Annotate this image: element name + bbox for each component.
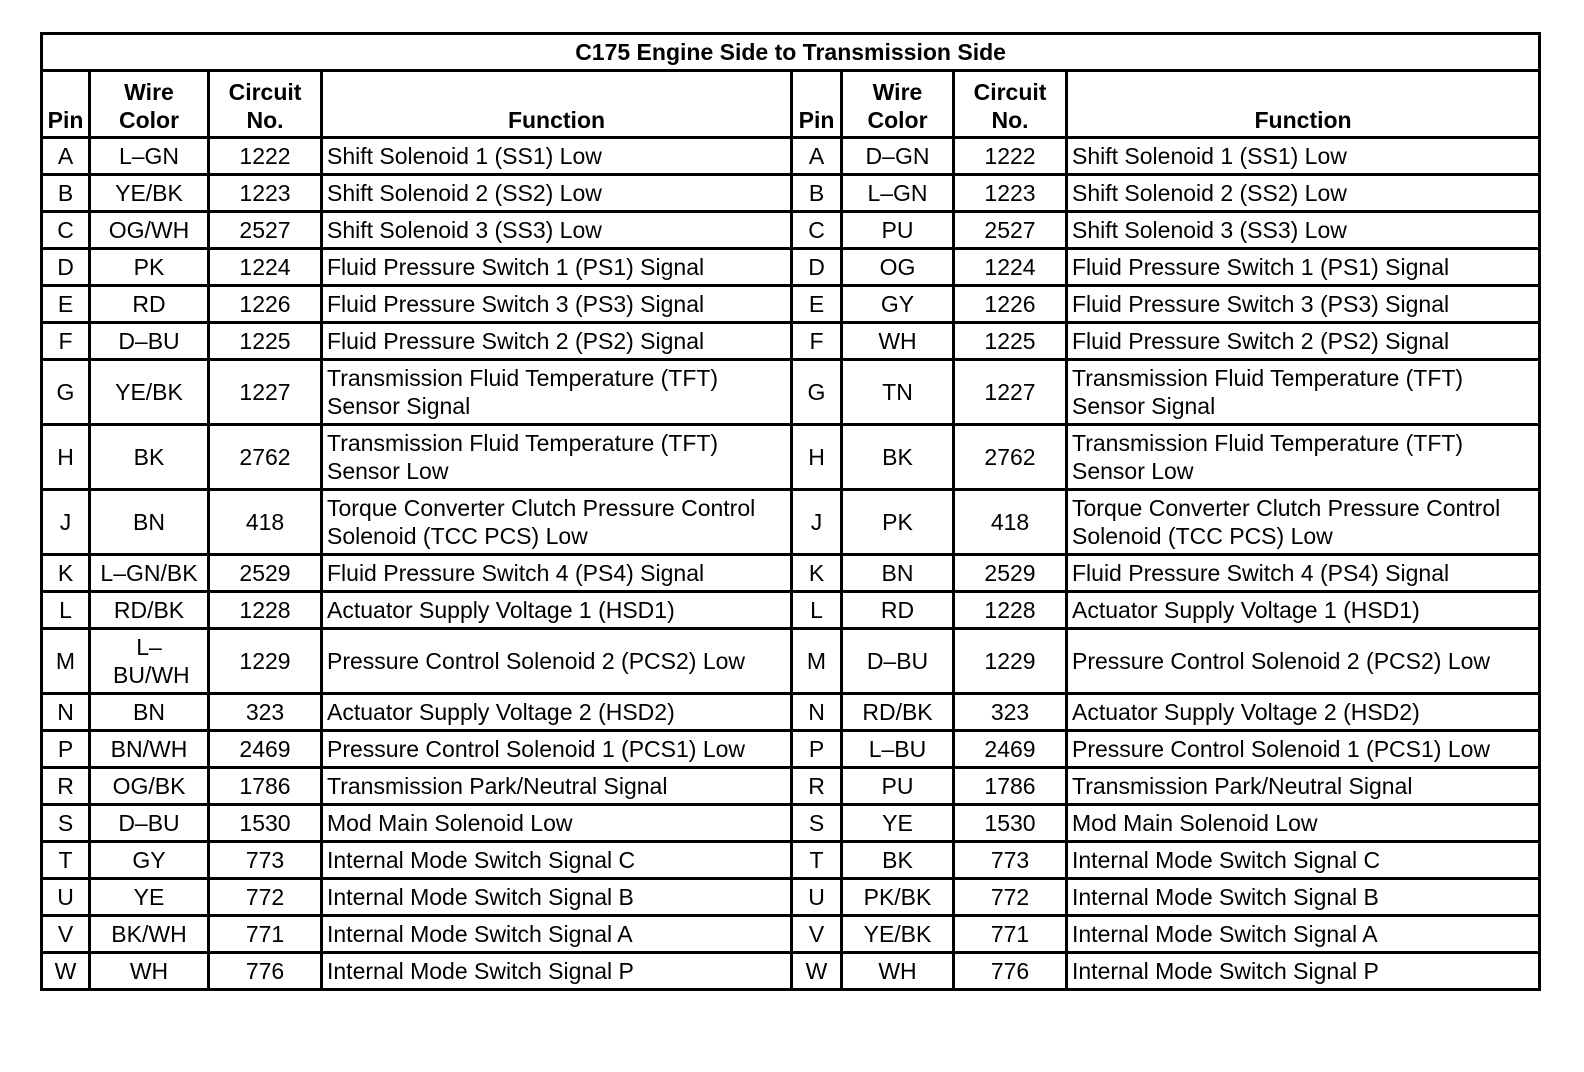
engine-wire-color-cell: BN xyxy=(90,490,209,555)
table-row xyxy=(42,694,1540,731)
transmission-circuit-cell: 1222 xyxy=(954,138,1067,175)
transmission-wire-color-cell: RD xyxy=(842,592,954,629)
table-row xyxy=(42,138,1540,175)
transmission-wire-color-cell: TN xyxy=(842,360,954,425)
transmission-circuit-cell: 771 xyxy=(954,916,1067,953)
engine-pin-cell: G xyxy=(42,360,90,425)
transmission-pin-cell: P xyxy=(792,731,842,768)
engine-pin-cell: K xyxy=(42,555,90,592)
table-row xyxy=(42,249,1540,286)
transmission-pin-cell: G xyxy=(792,360,842,425)
transmission-circuit-cell: 1229 xyxy=(954,629,1067,694)
engine-wire-color-cell: BK xyxy=(90,425,209,490)
engine-function-cell: Shift Solenoid 3 (SS3) Low xyxy=(322,212,792,249)
engine-circuit-cell: 1224 xyxy=(209,249,322,286)
header-circuit-transmission xyxy=(954,71,1067,138)
transmission-wire-color-cell: BN xyxy=(842,555,954,592)
engine-circuit-cell: 1223 xyxy=(209,175,322,212)
transmission-wire-color-cell: BK xyxy=(842,425,954,490)
engine-function-cell: Actuator Supply Voltage 1 (HSD1) xyxy=(322,592,792,629)
engine-function-cell: Fluid Pressure Switch 4 (PS4) Signal xyxy=(322,555,792,592)
transmission-pin-cell: N xyxy=(792,694,842,731)
table-row xyxy=(42,916,1540,953)
table-row xyxy=(42,490,1540,555)
header-circuit-line2: No. xyxy=(991,107,1029,133)
transmission-wire-color-cell: OG xyxy=(842,249,954,286)
engine-function-cell: Actuator Supply Voltage 2 (HSD2) xyxy=(322,694,792,731)
transmission-function-cell: Transmission Fluid Temperature (TFT) Sensor Signal xyxy=(1067,360,1540,425)
engine-wire-color-cell: D–BU xyxy=(90,805,209,842)
engine-function-cell: Internal Mode Switch Signal B xyxy=(322,879,792,916)
engine-pin-cell: W xyxy=(42,953,90,990)
transmission-wire-color-cell: PU xyxy=(842,212,954,249)
transmission-wire-color-cell: D–GN xyxy=(842,138,954,175)
transmission-circuit-cell: 1223 xyxy=(954,175,1067,212)
engine-wire-color-cell: L–GN xyxy=(90,138,209,175)
transmission-pin-cell: A xyxy=(792,138,842,175)
engine-function-cell: Transmission Park/Neutral Signal xyxy=(322,768,792,805)
engine-function-cell: Shift Solenoid 1 (SS1) Low xyxy=(322,138,792,175)
header-wire-color-line2: Color xyxy=(118,107,180,133)
engine-wire-color-cell: OG/BK xyxy=(90,768,209,805)
transmission-function-cell: Torque Converter Clutch Pressure Control Solenoid (TCC PCS) Low xyxy=(1067,490,1540,555)
transmission-wire-color-cell: YE/BK xyxy=(842,916,954,953)
transmission-function-cell: Internal Mode Switch Signal B xyxy=(1067,879,1540,916)
engine-pin-cell: D xyxy=(42,249,90,286)
engine-pin-cell: C xyxy=(42,212,90,249)
engine-pin-cell: A xyxy=(42,138,90,175)
transmission-function-cell: Shift Solenoid 1 (SS1) Low xyxy=(1067,138,1540,175)
transmission-pin-cell: K xyxy=(792,555,842,592)
engine-circuit-cell: 1222 xyxy=(209,138,322,175)
transmission-wire-color-cell: YE xyxy=(842,805,954,842)
engine-pin-cell: L xyxy=(42,592,90,629)
engine-pin-cell: R xyxy=(42,768,90,805)
engine-circuit-cell: 1786 xyxy=(209,768,322,805)
transmission-circuit-cell: 776 xyxy=(954,953,1067,990)
transmission-pin-cell: R xyxy=(792,768,842,805)
engine-circuit-cell: 1229 xyxy=(209,629,322,694)
transmission-wire-color-cell: BK xyxy=(842,842,954,879)
table-title-row xyxy=(42,34,1540,71)
table-row xyxy=(42,731,1540,768)
transmission-function-cell: Fluid Pressure Switch 1 (PS1) Signal xyxy=(1067,249,1540,286)
header-wire-color-line1: Wire xyxy=(124,79,174,105)
transmission-wire-color-cell: D–BU xyxy=(842,629,954,694)
transmission-pin-cell: D xyxy=(792,249,842,286)
header-wire-color-line2: Color xyxy=(867,107,928,133)
transmission-pin-cell: J xyxy=(792,490,842,555)
transmission-function-cell: Internal Mode Switch Signal C xyxy=(1067,842,1540,879)
table-row xyxy=(42,768,1540,805)
header-circuit-line1: Circuit xyxy=(973,79,1047,105)
header-wire-color-transmission xyxy=(842,71,954,138)
transmission-circuit-cell: 1228 xyxy=(954,592,1067,629)
engine-circuit-cell: 773 xyxy=(209,842,322,879)
table-row xyxy=(42,425,1540,490)
table-row xyxy=(42,842,1540,879)
transmission-circuit-cell: 1227 xyxy=(954,360,1067,425)
transmission-wire-color-cell: L–BU xyxy=(842,731,954,768)
engine-wire-color-cell: BN/WH xyxy=(90,731,209,768)
engine-pin-cell: B xyxy=(42,175,90,212)
engine-wire-color-cell: YE/BK xyxy=(90,175,209,212)
engine-wire-color-cell: L–BU/WH xyxy=(90,629,209,694)
engine-circuit-cell: 1228 xyxy=(209,592,322,629)
engine-function-cell: Transmission Fluid Temperature (TFT) Sensor Signal xyxy=(322,360,792,425)
engine-function-cell: Pressure Control Solenoid 2 (PCS2) Low xyxy=(322,629,792,694)
header-wire-color-line1: Wire xyxy=(872,79,923,105)
transmission-wire-color-cell: L–GN xyxy=(842,175,954,212)
engine-wire-color-cell: YE/BK xyxy=(90,360,209,425)
transmission-pin-cell: M xyxy=(792,629,842,694)
transmission-wire-color-cell: PK xyxy=(842,490,954,555)
transmission-pin-cell: F xyxy=(792,323,842,360)
header-pin-transmission: Pin xyxy=(792,71,842,138)
engine-function-cell: Shift Solenoid 2 (SS2) Low xyxy=(322,175,792,212)
transmission-function-cell: Pressure Control Solenoid 1 (PCS1) Low xyxy=(1067,731,1540,768)
transmission-function-cell: Actuator Supply Voltage 1 (HSD1) xyxy=(1067,592,1540,629)
transmission-function-cell: Fluid Pressure Switch 4 (PS4) Signal xyxy=(1067,555,1540,592)
transmission-wire-color-cell: PK/BK xyxy=(842,879,954,916)
engine-function-cell: Internal Mode Switch Signal A xyxy=(322,916,792,953)
table-row xyxy=(42,212,1540,249)
engine-function-cell: Fluid Pressure Switch 3 (PS3) Signal xyxy=(322,286,792,323)
transmission-function-cell: Fluid Pressure Switch 2 (PS2) Signal xyxy=(1067,323,1540,360)
table-row xyxy=(42,360,1540,425)
engine-function-cell: Pressure Control Solenoid 1 (PCS1) Low xyxy=(322,731,792,768)
transmission-circuit-cell: 1225 xyxy=(954,323,1067,360)
connector-pinout-table xyxy=(40,32,1541,991)
engine-wire-color-cell: YE xyxy=(90,879,209,916)
engine-wire-color-cell: L–GN/BK xyxy=(90,555,209,592)
transmission-circuit-cell: 323 xyxy=(954,694,1067,731)
transmission-function-cell: Shift Solenoid 3 (SS3) Low xyxy=(1067,212,1540,249)
transmission-pin-cell: B xyxy=(792,175,842,212)
engine-circuit-cell: 771 xyxy=(209,916,322,953)
engine-wire-color-cell: GY xyxy=(90,842,209,879)
engine-function-cell: Transmission Fluid Temperature (TFT) Sensor Low xyxy=(322,425,792,490)
engine-pin-cell: N xyxy=(42,694,90,731)
engine-circuit-cell: 1226 xyxy=(209,286,322,323)
table-row xyxy=(42,592,1540,629)
transmission-circuit-cell: 1786 xyxy=(954,768,1067,805)
transmission-function-cell: Fluid Pressure Switch 3 (PS3) Signal xyxy=(1067,286,1540,323)
transmission-circuit-cell: 773 xyxy=(954,842,1067,879)
transmission-wire-color-cell: WH xyxy=(842,953,954,990)
engine-pin-cell: H xyxy=(42,425,90,490)
transmission-function-cell: Mod Main Solenoid Low xyxy=(1067,805,1540,842)
table-row xyxy=(42,555,1540,592)
engine-pin-cell: U xyxy=(42,879,90,916)
header-circuit-line2: No. xyxy=(246,107,284,133)
header-circuit-engine xyxy=(209,71,322,138)
engine-wire-color-cell: D–BU xyxy=(90,323,209,360)
engine-pin-cell: J xyxy=(42,490,90,555)
engine-circuit-cell: 1227 xyxy=(209,360,322,425)
transmission-pin-cell: T xyxy=(792,842,842,879)
header-function-transmission: Function xyxy=(1067,71,1540,138)
engine-wire-color-cell: OG/WH xyxy=(90,212,209,249)
engine-wire-color-cell: RD xyxy=(90,286,209,323)
engine-function-cell: Torque Converter Clutch Pressure Control Solenoid (TCC PCS) Low xyxy=(322,490,792,555)
engine-function-cell: Mod Main Solenoid Low xyxy=(322,805,792,842)
header-pin-engine: Pin xyxy=(42,71,90,138)
transmission-function-cell: Transmission Park/Neutral Signal xyxy=(1067,768,1540,805)
engine-wire-color-cell: PK xyxy=(90,249,209,286)
table-row xyxy=(42,175,1540,212)
transmission-wire-color-cell: PU xyxy=(842,768,954,805)
transmission-circuit-cell: 772 xyxy=(954,879,1067,916)
transmission-wire-color-cell: WH xyxy=(842,323,954,360)
engine-pin-cell: P xyxy=(42,731,90,768)
engine-function-cell: Fluid Pressure Switch 2 (PS2) Signal xyxy=(322,323,792,360)
transmission-circuit-cell: 1530 xyxy=(954,805,1067,842)
table-row xyxy=(42,953,1540,990)
table-title: C175 Engine Side to Transmission Side xyxy=(42,34,1540,71)
engine-circuit-cell: 1225 xyxy=(209,323,322,360)
transmission-pin-cell: H xyxy=(792,425,842,490)
transmission-circuit-cell: 2762 xyxy=(954,425,1067,490)
transmission-wire-color-cell: GY xyxy=(842,286,954,323)
table-row xyxy=(42,286,1540,323)
header-wire-color-engine xyxy=(90,71,209,138)
engine-circuit-cell: 323 xyxy=(209,694,322,731)
header-circuit-line1: Circuit xyxy=(228,79,302,105)
engine-circuit-cell: 2527 xyxy=(209,212,322,249)
transmission-circuit-cell: 418 xyxy=(954,490,1067,555)
engine-circuit-cell: 2762 xyxy=(209,425,322,490)
engine-pin-cell: T xyxy=(42,842,90,879)
engine-circuit-cell: 1530 xyxy=(209,805,322,842)
transmission-circuit-cell: 2529 xyxy=(954,555,1067,592)
transmission-pin-cell: S xyxy=(792,805,842,842)
table-body xyxy=(42,138,1540,990)
engine-pin-cell: F xyxy=(42,323,90,360)
engine-wire-color-cell: RD/BK xyxy=(90,592,209,629)
table-row xyxy=(42,879,1540,916)
engine-wire-color-cell: BN xyxy=(90,694,209,731)
engine-circuit-cell: 2469 xyxy=(209,731,322,768)
engine-circuit-cell: 418 xyxy=(209,490,322,555)
transmission-pin-cell: V xyxy=(792,916,842,953)
transmission-function-cell: Shift Solenoid 2 (SS2) Low xyxy=(1067,175,1540,212)
transmission-pin-cell: C xyxy=(792,212,842,249)
engine-function-cell: Internal Mode Switch Signal P xyxy=(322,953,792,990)
transmission-function-cell: Actuator Supply Voltage 2 (HSD2) xyxy=(1067,694,1540,731)
transmission-circuit-cell: 1226 xyxy=(954,286,1067,323)
table-header-row xyxy=(42,71,1540,138)
engine-wire-color-cell: WH xyxy=(90,953,209,990)
header-function-engine: Function xyxy=(322,71,792,138)
engine-circuit-cell: 2529 xyxy=(209,555,322,592)
engine-circuit-cell: 776 xyxy=(209,953,322,990)
transmission-function-cell: Transmission Fluid Temperature (TFT) Sensor Low xyxy=(1067,425,1540,490)
transmission-pin-cell: W xyxy=(792,953,842,990)
engine-circuit-cell: 772 xyxy=(209,879,322,916)
engine-function-cell: Internal Mode Switch Signal C xyxy=(322,842,792,879)
transmission-circuit-cell: 2469 xyxy=(954,731,1067,768)
transmission-function-cell: Internal Mode Switch Signal P xyxy=(1067,953,1540,990)
engine-pin-cell: M xyxy=(42,629,90,694)
table-row xyxy=(42,629,1540,694)
transmission-function-cell: Internal Mode Switch Signal A xyxy=(1067,916,1540,953)
transmission-pin-cell: E xyxy=(792,286,842,323)
engine-function-cell: Fluid Pressure Switch 1 (PS1) Signal xyxy=(322,249,792,286)
table-row xyxy=(42,323,1540,360)
transmission-circuit-cell: 2527 xyxy=(954,212,1067,249)
transmission-circuit-cell: 1224 xyxy=(954,249,1067,286)
transmission-function-cell: Pressure Control Solenoid 2 (PCS2) Low xyxy=(1067,629,1540,694)
connector-table-container xyxy=(40,32,1538,991)
transmission-pin-cell: U xyxy=(792,879,842,916)
engine-pin-cell: E xyxy=(42,286,90,323)
engine-pin-cell: V xyxy=(42,916,90,953)
engine-pin-cell: S xyxy=(42,805,90,842)
transmission-wire-color-cell: RD/BK xyxy=(842,694,954,731)
engine-wire-color-cell: BK/WH xyxy=(90,916,209,953)
transmission-pin-cell: L xyxy=(792,592,842,629)
table-row xyxy=(42,805,1540,842)
